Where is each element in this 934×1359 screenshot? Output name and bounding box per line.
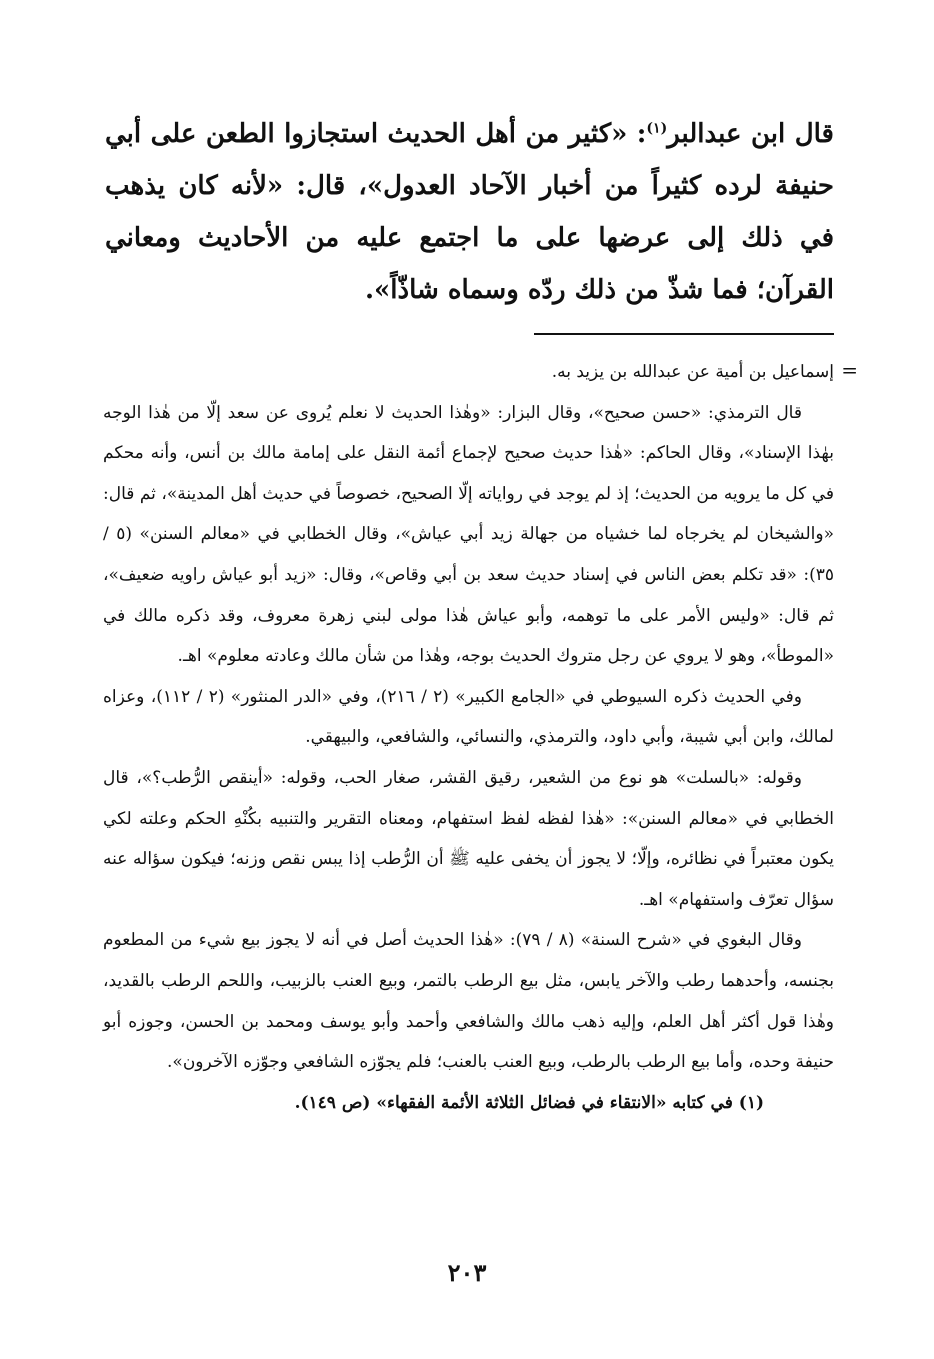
footnote-divider [534,333,834,335]
footnote-paragraph-sult: وقوله: «بالسلت» هو نوع من الشعير، رقيق القشر، صغار الحب، وقوله: «أينقص الرُّطب؟»، قال الخطابي في «معالم السنن»: «هٰذا لفظه لفظ استفهام، ومعناه التقرير والتنبيه بكُنْهِ الحكم وعلته لكي يكون معتبراً في نظائره، وإلّا؛ لا يجوز أن يخفى عليه ﷺ أن الرُّطب إذا يبس نقص وزنه؛ فيكون سؤاله عنه سؤال تعرّف واستفهام» اهـ. [103,767,834,910]
footnote-continuation-mark: = [841,358,858,382]
footnote-reference: (١) [646,120,668,137]
footnote-paragraph-baghawi: وقال البغوي في «شرح السنة» (٨ / ٧٩): «هٰذا الحديث أصل في أنه لا يجوز بيع شيء من المطعوم بجنسه، وأحدهما رطب والآخر يابس، مثل بيع الرطب بالتمر، وبيع العنب بالزبيب، واللحم الرطب بالقديد، وهٰذا قول أكثر أهل العلم، وإليه ذهب مالك والشافعي وأحمد وأبو يوسف ومحمد بن الحسن، وجوزه أبو حنيفة وحده، وأما بيع الرطب بالرطب، وبيع العنب بالعنب؛ فلم يجوّزه الشافعي وجوّزه الآخرون». [103,930,834,1073]
footnote-paragraph-tirmidhi: قال الترمذي: «حسن صحيح»، وقال البزار: «وهٰذا الحديث لا نعلم يُروى عن سعد إلّا من هٰذا الوجه بهٰذا الإسناد»، وقال الحاكم: «هٰذا حديث صحيح لإجماع أئمة النقل على إمامة مالك بن أنس، وأنه محكم في كل ما يرويه من الحديث؛ إذ لم يوجد في رواياته إلّا الصحيح، خصوصاً في حديث أهل المدينة»، ثم قال: «والشيخان لم يخرجاه لما خشياه من جهالة زيد أبي عياش»، وقال الخطابي في «معالم السنن» (٥ / ٣٥): «قد تكلم بعض الناس في إسناد حديث سعد بن أبي وقاص»، وقال: «زيد أبو عياش راويه ضعيف»، ثم قال: «وليس الأمر على ما توهمه، وأبو عياش هٰذا مولى لبني زهرة معروف، وقد ذكره مالك في «الموطأ»، وهو لا يروي عن رجل متروك الحديث بوجه، وهٰذا من شأن مالك وعادته معلوم» اهـ. [103,402,834,667]
main-text-block [105,108,834,316]
main-paragraph-rest: : «كثير من أهل الحديث استجازوا الطعن على أبي حنيفة لرده كثيراً من أخبار الآحاد العدول»، قال: «لأنه كان يذهب في ذلك إلى عرضها على ما اجتمع عليه من الأحاديث ومعاني القرآن؛ فما شذّ من ذلك ردّه وسماه شاذّاً». [105,119,834,305]
footnotes-block [103,352,834,1123]
main-paragraph-start: قال ابن عبدالبر [667,119,834,149]
page-number: ٢٠٣ [447,1258,487,1287]
main-paragraph [105,108,834,316]
footnote-paragraph-suyuti: وفي الحديث ذكره السيوطي في «الجامع الكبير» (٢ / ٢١٦)، وفي «الدر المنثور» (٢ / ١١٢)، وعزاه لمالك، وابن أبي شيبة، وأبي داود، والترمذي، والنسائي، والشافعي، والبيهقي. [103,686,834,748]
footnote-continued-line: إسماعيل بن أمية عن عبدالله بن يزيد به. [551,362,834,382]
footnote-one: (١) في كتابه «الانتقاء في فضائل الثلاثة الأئمة الفقهاء» (ص ١٤٩). [294,1092,764,1113]
